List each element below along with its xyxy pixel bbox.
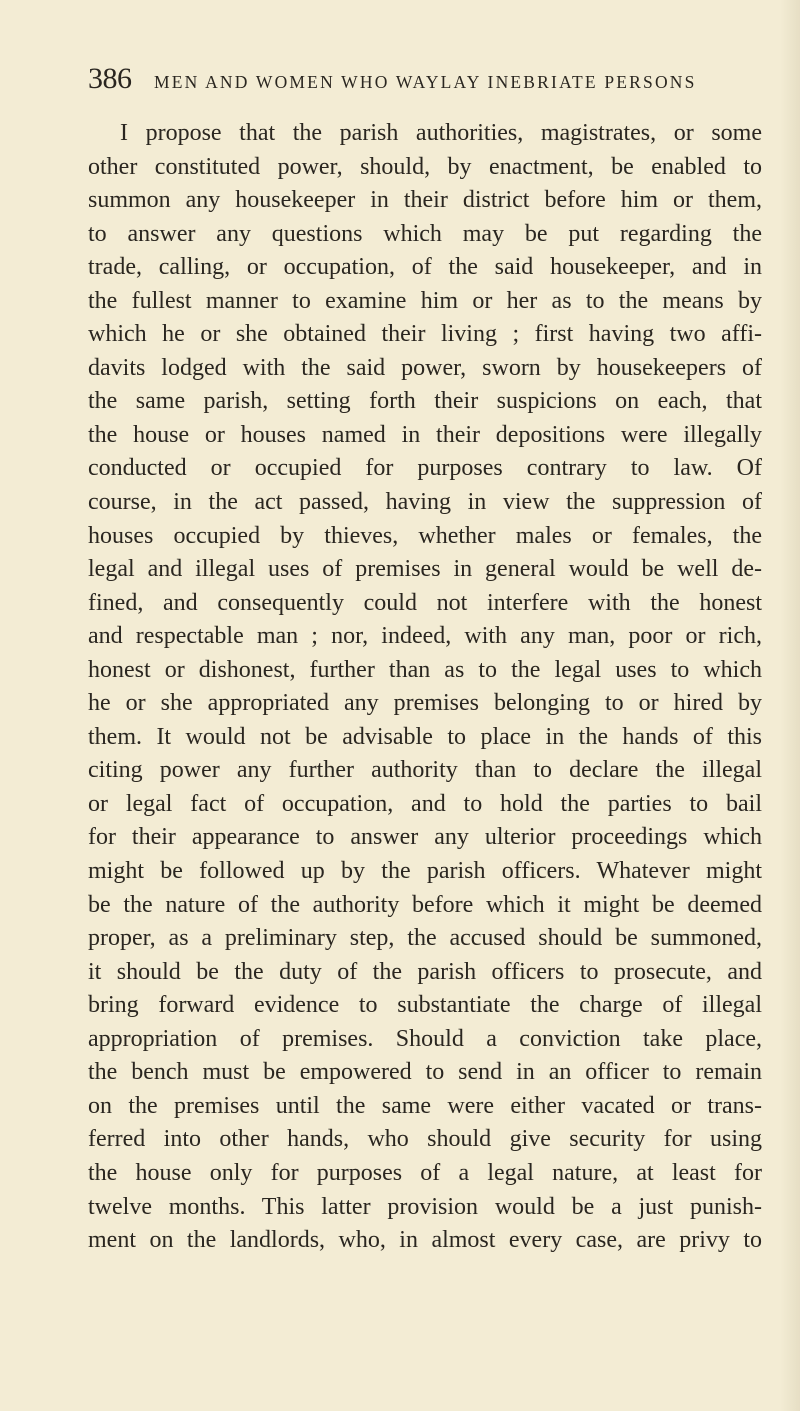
text-line: which he or she obtained their living ; first having two affi- (88, 321, 762, 348)
text-line: ferred into other hands, who should give security for using (88, 1126, 762, 1153)
text-line: be the nature of the authority before which it might be deemed (88, 891, 762, 918)
text-line: bring forward evidence to substantiate the charge of illegal (88, 992, 762, 1019)
text-line: might be followed up by the parish officers. Whatever might (88, 858, 762, 885)
text-line: he or she appropriated any premises belonging to or hired by (88, 690, 762, 717)
text-line: citing power any further authority than to declare the illegal (88, 757, 762, 784)
running-head (88, 62, 748, 98)
text-line: it should be the duty of the parish officers to prosecute, and (88, 958, 762, 985)
text-line: to answer any questions which may be put regarding the (88, 220, 762, 247)
text-line: for their appearance to answer any ulterior proceedings which (88, 824, 762, 851)
text-line: I propose that the parish authorities, magistrates, or some (120, 120, 762, 146)
text-line: the house or houses named in their depositions were illegally (88, 421, 762, 448)
text-line: legal and illegal uses of premises in general would be well de- (88, 556, 762, 583)
text-line: summon any housekeeper in their district before him or them, (88, 187, 762, 214)
text-line: and respectable man ; nor, indeed, with any man, poor or rich, (88, 623, 762, 650)
page-number: 386 (88, 62, 132, 95)
text-line: fined, and consequently could not interfere with the honest (88, 589, 762, 616)
text-line: other constituted power, should, by enactment, be enabled to (88, 153, 762, 180)
text-line: proper, as a preliminary step, the accused should be summoned, (88, 925, 762, 952)
text-line: appropriation of premises. Should a conviction take place, (88, 1025, 762, 1052)
text-line: trade, calling, or occupation, of the said housekeeper, and in (88, 254, 762, 281)
text-line: course, in the act passed, having in view the suppression of (88, 489, 762, 516)
text-line: the bench must be empowered to send in an officer to remain (88, 1059, 762, 1086)
text-line: twelve months. This latter provision would be a just punish- (88, 1193, 762, 1220)
text-line: or legal fact of occupation, and to hold the parties to bail (88, 790, 762, 817)
text-line: them. It would not be advisable to place in the hands of this (88, 723, 762, 750)
text-line: the house only for purposes of a legal nature, at least for (88, 1159, 762, 1186)
text-line: davits lodged with the said power, sworn by housekeepers of (88, 354, 762, 381)
text-line: on the premises until the same were either vacated or trans- (88, 1092, 762, 1119)
text-line: conducted or occupied for purposes contrary to law. Of (88, 455, 762, 482)
text-line: honest or dishonest, further than as to the legal uses to which (88, 656, 762, 683)
text-line: ment on the landlords, who, in almost every case, are privy to (88, 1227, 762, 1254)
text-line: the same parish, setting forth their suspicions on each, that (88, 388, 762, 415)
text-line: houses occupied by thieves, whether males or females, the (88, 522, 762, 549)
text-line: the fullest manner to examine him or her as to the means by (88, 287, 762, 314)
body-text (88, 117, 762, 1258)
running-head-title: MEN AND WOMEN WHO WAYLAY INEBRIATE PERSONS (154, 72, 697, 92)
